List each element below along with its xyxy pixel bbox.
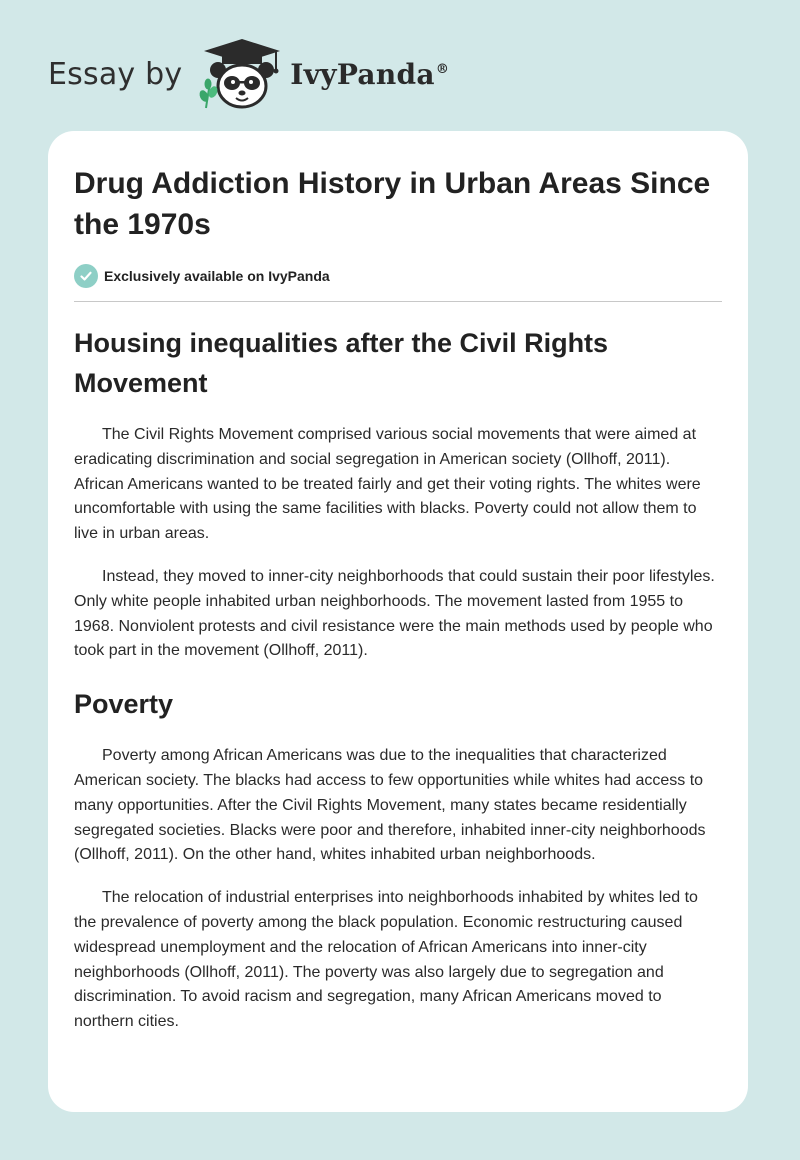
divider bbox=[74, 301, 722, 302]
check-circle-icon bbox=[74, 264, 98, 288]
article-card bbox=[48, 131, 748, 1112]
exclusive-label: Exclusively available on IvyPanda bbox=[104, 268, 330, 284]
section-heading-housing: Housing inequalities after the Civil Rights Movement bbox=[74, 328, 609, 398]
exclusive-badge bbox=[74, 264, 722, 288]
panda-graduate-icon[interactable] bbox=[196, 36, 288, 112]
registered-mark: ® bbox=[435, 62, 450, 78]
article-content bbox=[74, 163, 722, 1035]
paragraph: Poverty among African Americans was due to the inequalities that characterized American society. The blacks had access to few opportunities while whites had access to many opportunities. After the Civil Rights Movement, many states became residentially segregated societies. Blacks were poor and therefore, inhabited inner-city neighborhoods (Ollhoff, 2011). On the other hand, whites inhabited urban neighborhoods. bbox=[74, 747, 706, 864]
paragraph: The Civil Rights Movement comprised various social movements that were aimed at eradicating discrimination and social segregation in American society (Ollhoff, 2011). African Americans wanted to be treated fairly and get their voting rights. The whites were uncomfortable with using the same facilities with blacks. Poverty could not allow them to live in urban areas. bbox=[74, 426, 701, 543]
brand-name[interactable]: IvyPanda® bbox=[290, 57, 450, 91]
paragraph: The relocation of industrial enterprises into neighborhoods inhabited by whites led to the prevalence of poverty among the black population. Economic restructuring caused widespread unemployment and the relocation of African Americans into inner-city neighborhoods (Ollhoff, 2011). The poverty was also largely due to segregation and discrimination. To avoid racism and segregation, many African Americans moved to northern cities. bbox=[74, 889, 698, 1031]
section-heading-poverty: Poverty bbox=[74, 689, 174, 720]
essay-by-label: Essay by bbox=[48, 56, 183, 92]
article-title: Drug Addiction History in Urban Areas Since the 1970s bbox=[74, 167, 711, 241]
paragraph: Instead, they moved to inner-city neighborhoods that could sustain their poor lifestyles. Only white people inhabited urban neighborhoods. The movement lasted from 1955 to 1968. Nonviolent protests and civil resistance were the main methods used by people who took part in the movement (Ollhoff, 2011). bbox=[74, 567, 715, 660]
site-header bbox=[48, 36, 449, 112]
